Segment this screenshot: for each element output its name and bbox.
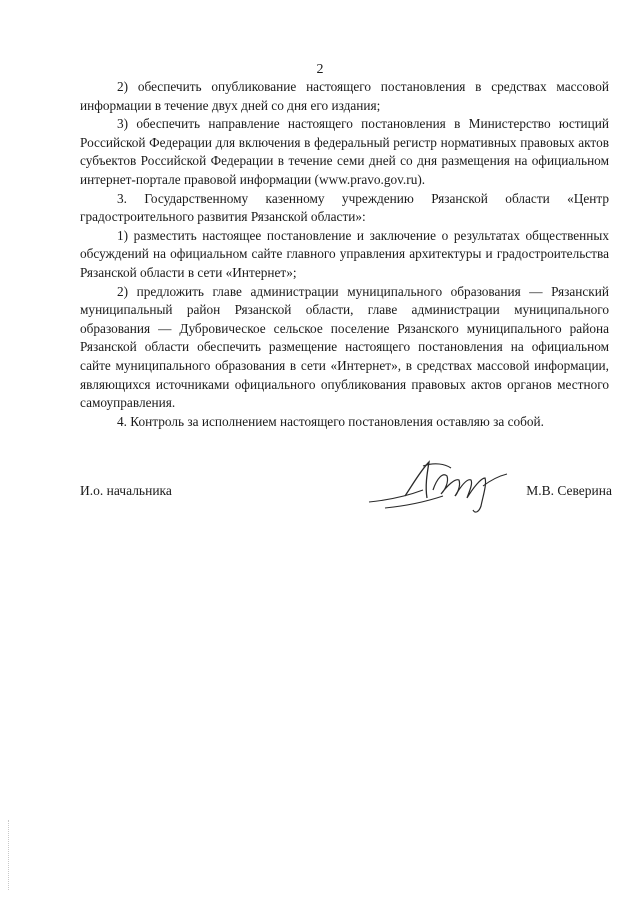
document-body [80,78,609,431]
handwritten-signature [365,456,515,518]
paragraph-ministry-registration: 3) обеспечить направление настоящего постановления в Министерство юстиций Российской Федерации для включения в федеральный регистр нормативных правовых актов субъектов Российской Федерации в течение семи дней со дня размещения на официальном интернет-портале правовой информации (www.pravo.gov.ru). [80,116,609,187]
scan-margin-mark [8,820,11,890]
signature-block [80,483,612,507]
page-number: 2 [316,62,324,77]
paragraph-publication: 2) обеспечить опубликование настоящего постановления в средствах массовой информации в течение двух дней со дня его издания; [80,79,609,113]
paragraph-control: 4. Контроль за исполнением настоящего постановления оставляю за собой. [117,413,544,429]
paragraph-website-posting: 1) разместить настоящее постановление и заключение о результатах общественных обсуждений на официальном сайте главного управления архитектуры и градостроительства Рязанской области в сети «Интернет»; [80,227,609,280]
paragraph-municipal-posting: 2) предложить главе администрации муниципального образования — Рязанский муниципальный район Рязанской области, главе администрации муниципального образования — Дубровическое сельское поселение Рязанского муниципального района Рязанской области обеспечить размещение настоящего постановления на официальном сайте муниципального образования в сети «Интернет», в средствах массовой информации, являющихся источниками официального опубликования правовых актов органов местного самоуправления. [80,283,609,411]
signer-name: М.В. Северина [526,483,612,498]
paragraph-institution-duties: 3. Государственному казенному учреждению Рязанской области «Центр градостроительного развития Рязанской области»: [80,190,609,225]
signer-title: И.о. начальника [80,483,172,498]
